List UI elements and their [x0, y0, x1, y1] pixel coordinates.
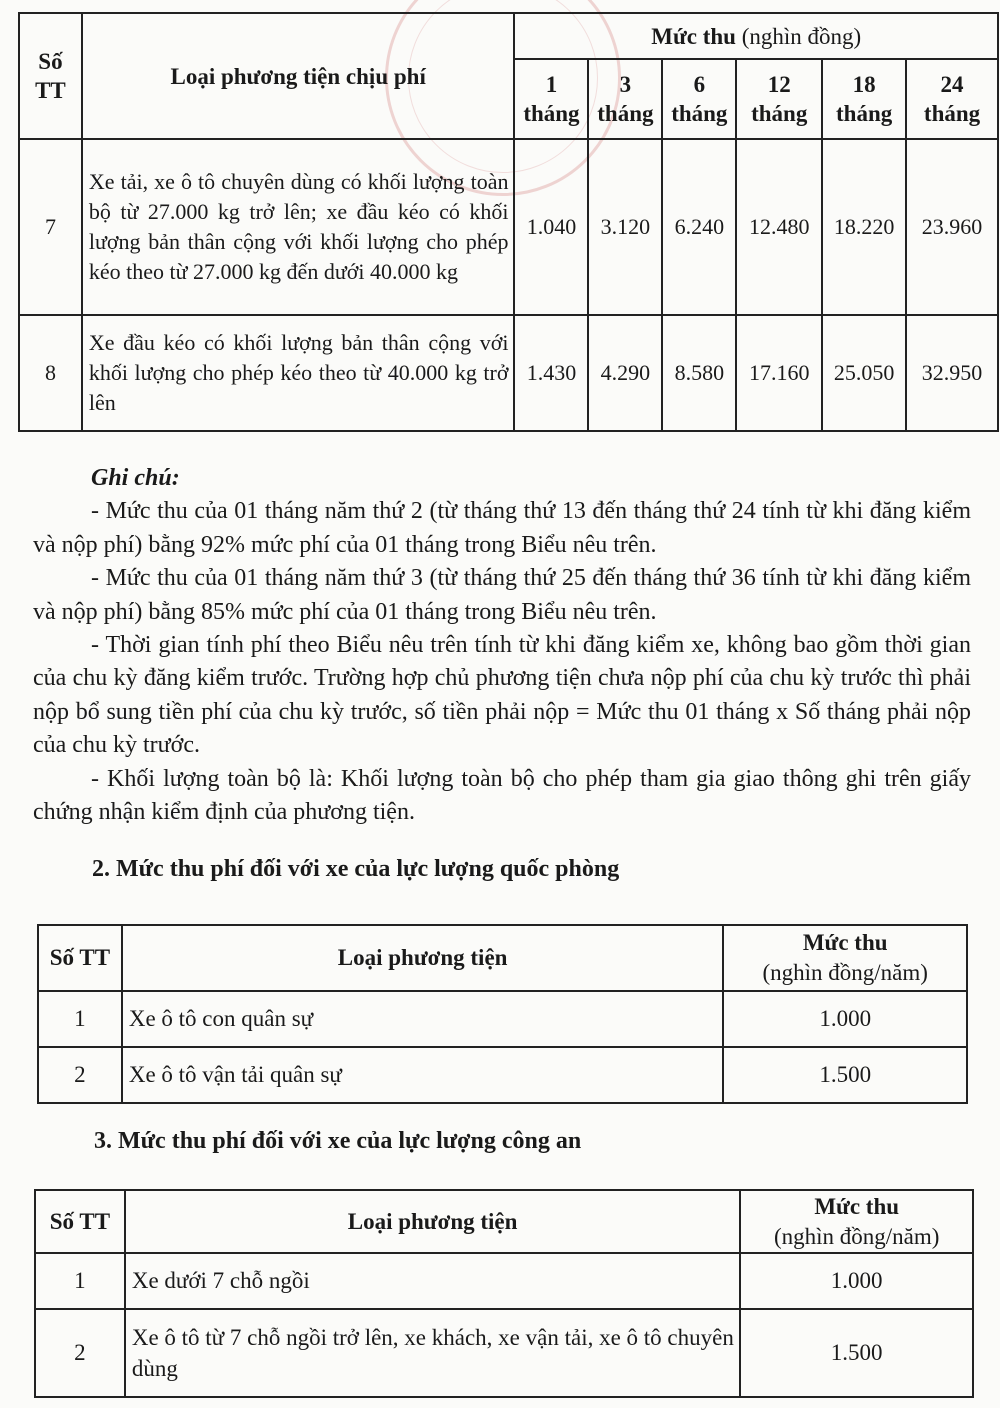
notes-title: Ghi chú: [91, 465, 180, 491]
period-12: 12 tháng [736, 59, 822, 139]
row-desc: Xe dưới 7 chỗ ngồi [125, 1253, 741, 1309]
col-header-vehicle: Loại phương tiện chịu phí [82, 13, 515, 139]
police-fee-table [34, 1189, 974, 1398]
fee-12-month: 12.480 [736, 139, 822, 315]
col-header-vehicle: Loại phương tiện [125, 1190, 741, 1253]
row-desc: Xe đầu kéo có khối lượng bản thân cộng với khối lượng cho phép kéo theo từ 40.000 kg trở lên [82, 315, 515, 431]
table-row [19, 315, 998, 431]
row-fee: 1.000 [740, 1253, 973, 1309]
period-24: 24 tháng [906, 59, 998, 139]
fee-18-month: 25.050 [822, 315, 906, 431]
row-stt: 1 [38, 991, 122, 1047]
row-desc: Xe ô tô vận tải quân sự [122, 1047, 724, 1103]
fee-table-months [18, 12, 999, 432]
period-3: 3 tháng [588, 59, 662, 139]
row-stt: 7 [19, 139, 82, 315]
row-stt: 2 [35, 1309, 125, 1397]
row-fee: 1.500 [723, 1047, 967, 1103]
table-row [38, 1047, 967, 1103]
row-stt: 8 [19, 315, 82, 431]
row-desc: Xe tải, xe ô tô chuyên dùng có khối lượng toàn bộ từ 27.000 kg trở lên; xe đầu kéo có khối lượng bản thân cộng với khối lượng cho phép kéo theo từ 27.000 kg đến dưới 40.000 kg [82, 139, 515, 315]
col-header-stt: Số TT [19, 13, 82, 139]
col-header-stt: Số TT [38, 925, 122, 991]
note-item: - Khối lượng toàn bộ là: Khối lượng toàn bộ cho phép tham gia giao thông ghi trên giấy chứng nhận kiểm định của phương tiện. [33, 765, 971, 826]
fee-24-month: 32.950 [906, 315, 998, 431]
fee-18-month: 18.220 [822, 139, 906, 315]
fee-24-month: 23.960 [906, 139, 998, 315]
note-item: - Thời gian tính phí theo Biểu nêu trên tính từ khi đăng kiểm xe, không bao gồm thời gian của chu kỳ đăng kiểm trước. Trường hợp chủ phương tiện chưa nộp phí của chu kỳ trước thì phải nộp bổ sung tiền phí của chu kỳ trước, số tiền phải nộp = Mức thu 01 tháng x Số tháng phải nộp của chu kỳ trước. [33, 632, 971, 759]
fee-1-month: 1.430 [514, 315, 588, 431]
col-header-vehicle: Loại phương tiện [122, 925, 724, 991]
table-row [38, 991, 967, 1047]
period-6: 6 tháng [662, 59, 736, 139]
defense-fee-table [37, 924, 968, 1104]
col-header-stt: Số TT [35, 1190, 125, 1253]
row-fee: 1.500 [740, 1309, 973, 1397]
note-item: - Mức thu của 01 tháng năm thứ 2 (từ tháng thứ 13 đến tháng thứ 24 tính từ khi đăng kiểm và nộp phí) bằng 92% mức phí của 01 tháng trong Biểu nêu trên. [33, 498, 971, 558]
period-1: 1 tháng [514, 59, 588, 139]
note-item: - Mức thu của 01 tháng năm thứ 3 (từ tháng thứ 25 đến tháng thứ 36 tính từ khi đăng kiểm và nộp phí) bằng 85% mức phí của 01 tháng trong Biểu nêu trên. [33, 565, 971, 625]
fee-12-month: 17.160 [736, 315, 822, 431]
col-header-fee: Mức thu (nghìn đồng) [514, 13, 998, 59]
row-fee: 1.000 [723, 991, 967, 1047]
fee-3-month: 3.120 [588, 139, 662, 315]
row-stt: 1 [35, 1253, 125, 1309]
fee-1-month: 1.040 [514, 139, 588, 315]
row-desc: Xe ô tô từ 7 chỗ ngồi trở lên, xe khách, xe vận tải, xe ô tô chuyên dùng [125, 1309, 741, 1397]
notes-block [33, 462, 971, 829]
period-18: 18 tháng [822, 59, 906, 139]
fee-6-month: 8.580 [662, 315, 736, 431]
table-row [19, 139, 998, 315]
table-row [35, 1309, 973, 1397]
section-3-heading: 3. Mức thu phí đối với xe của lực lượng công an [94, 1128, 582, 1154]
section-2-heading: 2. Mức thu phí đối với xe của lực lượng quốc phòng [92, 856, 620, 882]
fee-6-month: 6.240 [662, 139, 736, 315]
table-row [35, 1253, 973, 1309]
row-desc: Xe ô tô con quân sự [122, 991, 724, 1047]
fee-3-month: 4.290 [588, 315, 662, 431]
col-header-fee: Mức thu (nghìn đồng/năm) [723, 925, 967, 991]
row-stt: 2 [38, 1047, 122, 1103]
col-header-fee: Mức thu (nghìn đồng/năm) [740, 1190, 973, 1253]
